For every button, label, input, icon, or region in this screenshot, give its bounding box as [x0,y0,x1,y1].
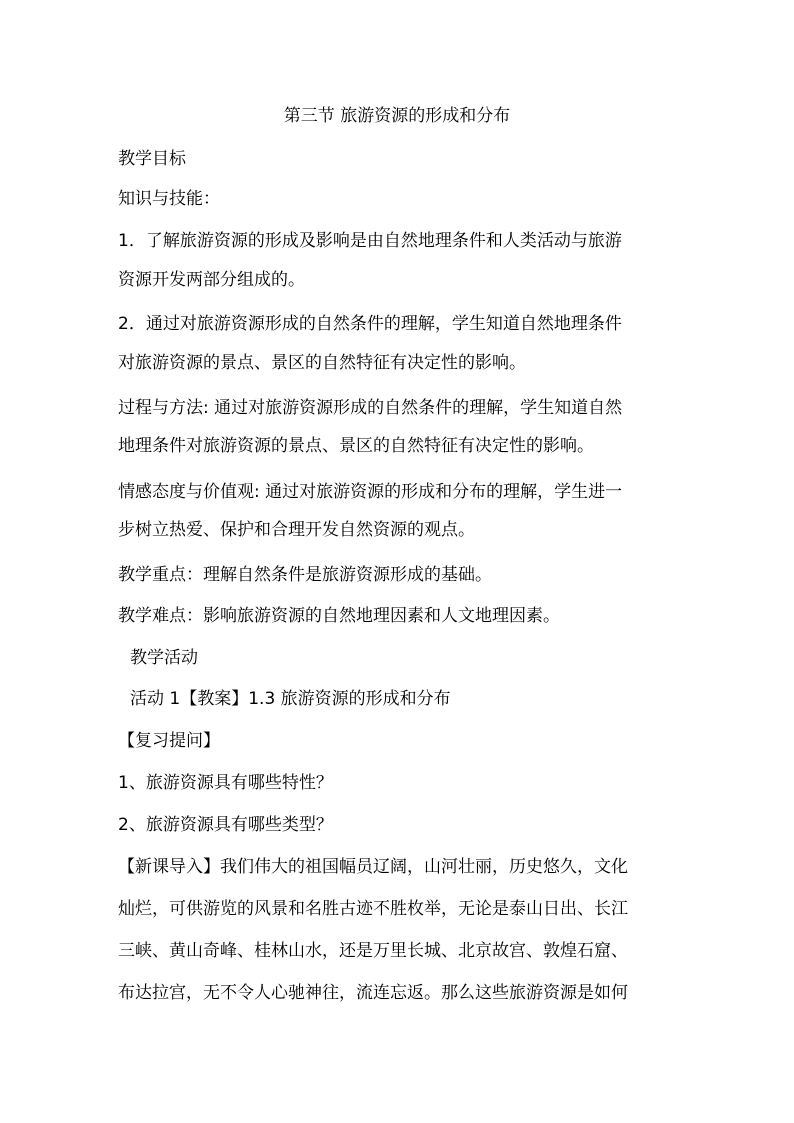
heading-review-questions: 【复习提问】 [118,731,220,751]
objective-1-line-1: 1．了解旅游资源的形成及影响是由自然地理条件和人类活动与旅游 [118,231,622,251]
new-lesson-intro-line-3: 三峡、黄山奇峰、桂林山水，还是万里长城、北京故宫、敦煌石窟、 [118,941,628,961]
review-question-2: 2、旅游资源具有哪些类型？ [118,815,333,835]
attitude-values-line-1: 情感态度与价值观: 通过对旅游资源的形成和分布的理解，学生进一 [118,482,623,502]
new-lesson-intro-line-1: 【新课导入】我们伟大的祖国幅员辽阔，山河壮丽，历史悠久，文化 [118,857,628,877]
review-question-1: 1、旅游资源具有哪些特性？ [118,773,333,793]
process-method-line-1: 过程与方法: 通过对旅游资源形成的自然条件的理解，学生知道自然 [118,398,623,418]
objective-2-line-2: 对旅游资源的景点、景区的自然特征有决定性的影响。 [118,353,526,373]
process-method-line-2: 地理条件对旅游资源的景点、景区的自然特征有决定性的影响。 [118,436,594,456]
activity-1-title: 活动 1【教案】1.3 旅游资源的形成和分布 [130,689,451,709]
section-title: 第三节 旅游资源的形成和分布 [283,106,511,126]
objective-2-line-1: 2．通过对旅游资源形成的自然条件的理解，学生知道自然地理条件 [118,314,622,334]
heading-teaching-activity: 教学活动 [130,648,198,668]
heading-knowledge-skills: 知识与技能： [118,189,220,209]
heading-teaching-objectives: 教学目标 [118,149,186,169]
attitude-values-line-2: 步树立热爱、保护和合理开发自然资源的观点。 [118,520,475,540]
new-lesson-intro-line-4: 布达拉宫，无不令人心驰神往，流连忘返。那么这些旅游资源是如何 [118,983,628,1003]
objective-1-line-2: 资源开发两部分组成的。 [118,270,305,290]
teaching-difficulty: 教学难点：影响旅游资源的自然地理因素和人文地理因素。 [118,606,560,626]
new-lesson-intro-line-2: 灿烂，可供游览的风景和名胜古迹不胜枚举，无论是泰山日出、长江 [118,899,628,919]
teaching-key-point: 教学重点：理解自然条件是旅游资源形成的基础。 [118,565,492,585]
